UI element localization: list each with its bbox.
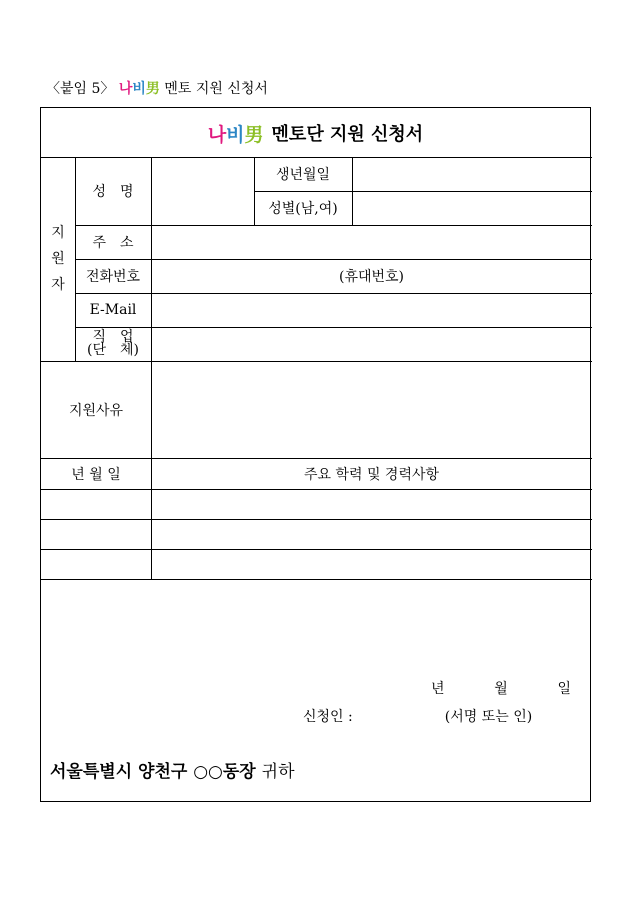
address-label: 주 소 [92,235,134,251]
history-content-field[interactable] [151,549,592,579]
history-content-header: 주요 학력 및 경력사항 [303,466,440,483]
history-date-field[interactable] [41,489,151,519]
application-form [40,107,591,802]
signature-hint: (서명 또는 인) [444,709,533,725]
grid-line [41,579,592,580]
nabinam-title-logo: 나비男 [207,123,264,146]
job-field[interactable] [151,327,592,361]
reason-field[interactable] [151,361,592,458]
birth-date-label: 생년월일 [275,167,331,183]
history-content-field[interactable] [151,489,592,519]
gender-field[interactable] [352,191,592,225]
attachment-heading [46,78,268,98]
phone-label: 전화번호 [85,269,141,285]
email-label: E-Mail [89,302,137,318]
addressee [50,757,295,782]
email-field[interactable] [151,293,592,327]
address-field[interactable] [151,225,592,259]
applicant-sign-label: 신청인 : [303,709,353,725]
gender-label: 성별(남,여) [268,201,338,217]
month-label: 월 [494,681,508,697]
reason-label: 지원사유 [68,402,124,419]
name-field[interactable] [151,157,254,225]
form-title [41,108,590,158]
addressee-honorific: 귀하 [261,762,295,782]
year-label: 년 [431,681,445,697]
attachment-suffix: 멘토 지원 신청서 [164,81,268,97]
job-label: 직 업 (단 체) [87,329,139,358]
nabinam-logo: 나비男 [118,81,160,97]
birth-date-field[interactable] [352,157,592,191]
applicant-signature-line [303,706,532,726]
history-date-field[interactable] [41,519,151,549]
addressee-office: 서울특별시 양천구 ○○동장 [50,762,256,782]
applicant-section-label: 지 원 자 [51,225,65,293]
form-title-text: 멘토단 지원 신청서 [271,124,424,145]
name-label: 성 명 [92,184,134,200]
history-content-field[interactable] [151,519,592,549]
attachment-prefix: 〈붙임 5〉 [46,81,115,97]
history-date-field[interactable] [41,549,151,579]
history-date-header: 년 월 일 [71,466,121,483]
phone-hint: (휴대번호) [338,269,405,285]
application-date [431,678,571,698]
day-label: 일 [557,681,571,697]
phone-field[interactable] [151,259,592,293]
